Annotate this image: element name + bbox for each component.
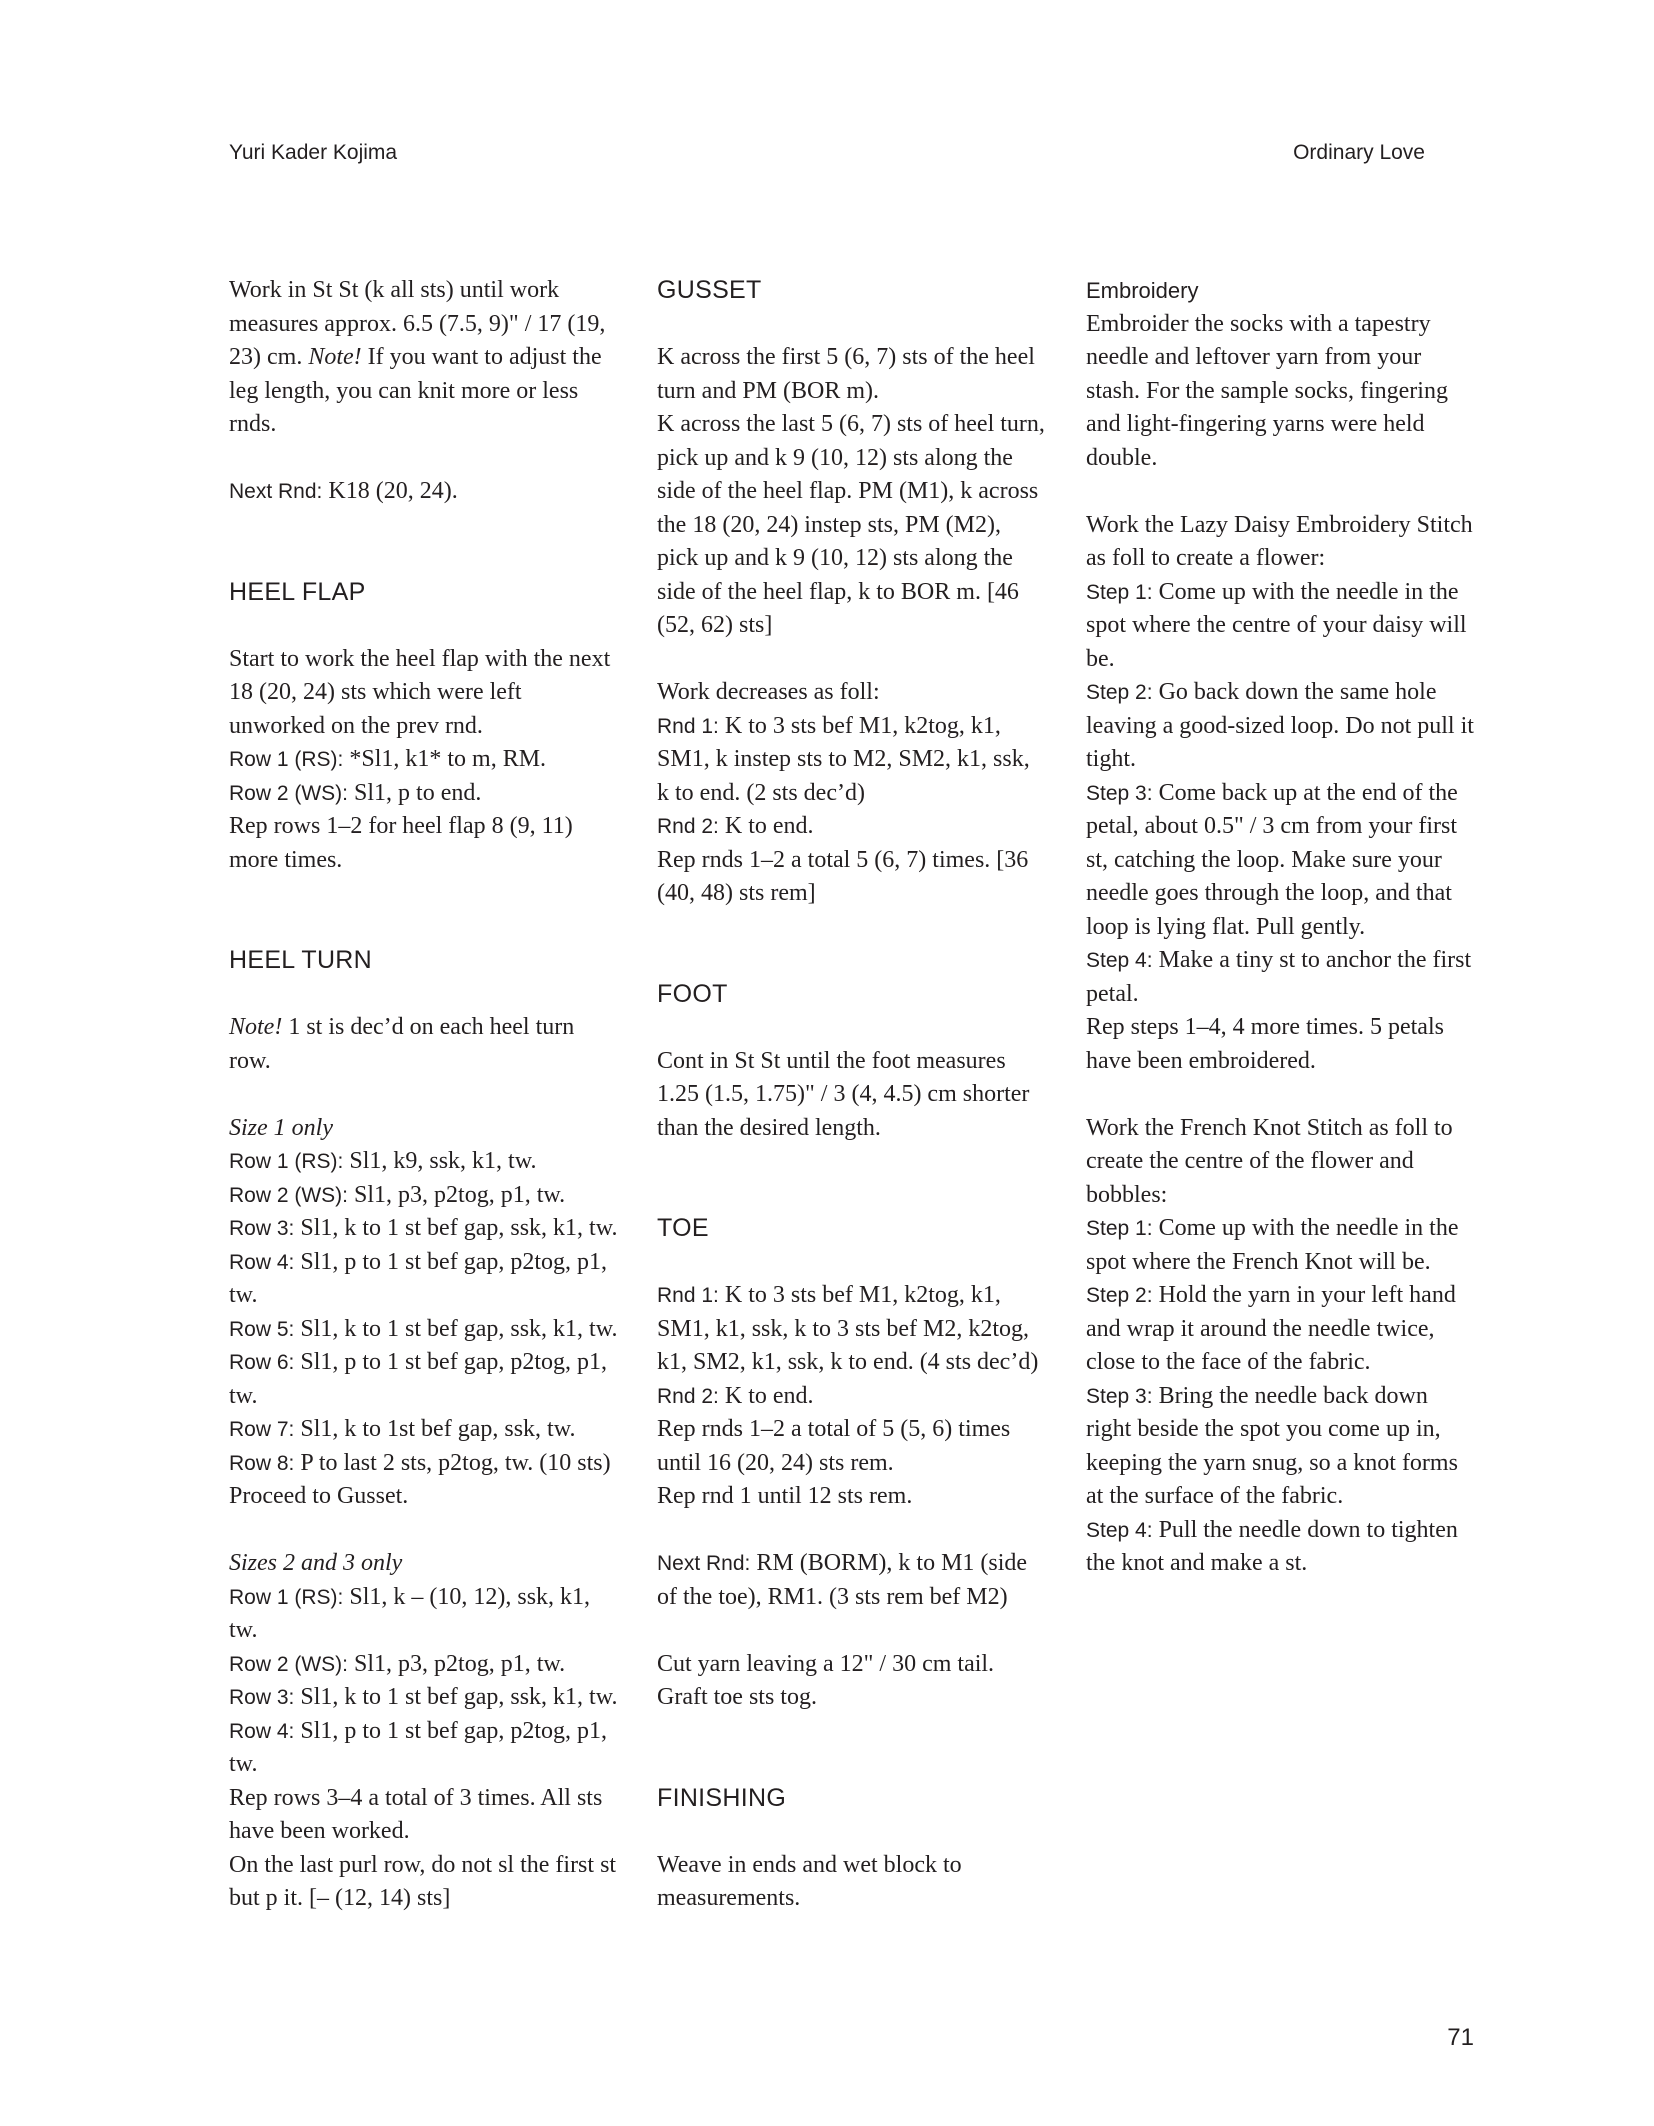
toe-rnd1: Rnd 1: K to 3 sts bef M1, k2tog, k1, SM1, k1, ssk, k to 3 sts bef M2, k2tog, k1, SM2, k1, ssk, k to end. (4 sts dec’d)	[657, 1282, 1039, 1375]
gusset-dec-intro: Work decreases as foll:	[657, 679, 880, 705]
lazy-daisy-intro: Work the Lazy Daisy Embroidery Stitch as foll to create a flower:	[1086, 511, 1473, 571]
heel-turn-note: Note! 1 st is dec’d on each heel turn row.	[229, 1014, 575, 1074]
heel-flap-row1: Row 1 (RS): *Sl1, k1* to m, RM.	[229, 746, 547, 772]
lazy-daisy-step4: Step 4: Make a tiny st to anchor the first petal.	[1086, 947, 1472, 1007]
toe-cut: Cut yarn leaving a 12" / 30 cm tail. Graft toe sts tog.	[657, 1650, 995, 1710]
size23-last: On the last purl row, do not sl the first st but p it. [– (12, 14) sts]	[229, 1851, 617, 1911]
gusset-heading: GUSSET	[657, 276, 762, 304]
lazy-daisy-step1: Step 1: Come up with the needle in the spot where the centre of your daisy will be.	[1086, 578, 1467, 672]
size1-row3: Row 3: Sl1, k to 1 st bef gap, ssk, k1, tw.	[229, 1215, 618, 1241]
french-knot-step3: Step 3: Bring the needle back down right beside the spot you come up in, keeping the yarn snug, so a knot forms at the surface of the fabric.	[1086, 1382, 1458, 1509]
toe-heading: TOE	[657, 1214, 709, 1242]
toe-rep1: Rep rnds 1–2 a total of 5 (5, 6) times until 16 (20, 24) sts rem.	[657, 1416, 1011, 1476]
finishing-text: Weave in ends and wet block to measurements.	[657, 1851, 962, 1911]
heel-flap-heading: HEEL FLAP	[229, 577, 366, 606]
size23-heading: Sizes 2 and 3 only	[229, 1550, 403, 1576]
size1-row7: Row 7: Sl1, k to 1st bef gap, ssk, tw.	[229, 1416, 576, 1442]
foot-heading: FOOT	[657, 979, 728, 1008]
gusset-p2: K across the last 5 (6, 7) sts of heel turn, pick up and k 9 (10, 12) sts along the side of the heel flap. PM (M1), k across the 18 (20, 24) instep sts, PM (M2), pick up and k 9 (10, 12) sts along the side of the heel flap, k to BOR m. [46 (52, 62) sts]	[657, 411, 1045, 638]
toe-rnd2: Rnd 2: K to end.	[657, 1382, 814, 1409]
size1-proceed: Proceed to Gusset.	[229, 1483, 409, 1509]
leg-intro: Work in St St (k all sts) until work measures approx. 6.5 (7.5, 9)" / 17 (19, 23) cm. Note! If you want to adjust the leg length, you can knit more or less rnds.	[229, 277, 606, 437]
gusset-rnd2: Rnd 2: K to end.	[657, 813, 814, 839]
size1-row1: Row 1 (RS): Sl1, k9, ssk, k1, tw.	[229, 1148, 537, 1174]
page-number: 71	[1447, 2024, 1474, 2051]
size1-heading: Size 1 only	[229, 1114, 333, 1141]
size23-row2: Row 2 (WS): Sl1, p3, p2tog, p1, tw.	[229, 1650, 566, 1677]
french-knot-step1: Step 1: Come up with the needle in the spot where the French Knot will be.	[1086, 1215, 1459, 1275]
size1-row2: Row 2 (WS): Sl1, p3, p2tog, p1, tw.	[229, 1181, 566, 1208]
french-knot-step4: Step 4: Pull the needle down to tighten the knot and make a st.	[1086, 1516, 1458, 1576]
foot-text: Cont in St St until the foot measures 1.25 (1.5, 1.75)" / 3 (4, 4.5) cm shorter than the desired length.	[657, 1047, 1030, 1141]
lazy-daisy-step3: Step 3: Come back up at the end of the petal, about 0.5" / 3 cm from your first st, catching the loop. Make sure your needle goes through the loop, and that loop is lying flat. Pull gently.	[1086, 779, 1458, 940]
heel-flap-row2: Row 2 (WS): Sl1, p to end.	[229, 779, 482, 806]
lazy-daisy-rep: Rep steps 1–4, 4 more times. 5 petals have been embroidered.	[1086, 1014, 1444, 1074]
heel-turn-heading: HEEL TURN	[229, 946, 373, 974]
column-3	[1086, 274, 1476, 1581]
size1-row4: Row 4: Sl1, p to 1 st bef gap, p2tog, p1, tw.	[229, 1248, 608, 1308]
column-2	[657, 274, 1047, 1916]
lazy-daisy-step2: Step 2: Go back down the same hole leaving a good-sized loop. Do not pull it tight.	[1086, 679, 1474, 772]
size1-row5: Row 5: Sl1, k to 1 st bef gap, ssk, k1, tw.	[229, 1315, 618, 1342]
size23-row4: Row 4: Sl1, p to 1 st bef gap, p2tog, p1, tw.	[229, 1717, 608, 1777]
header-author: Yuri Kader Kojima	[229, 141, 398, 164]
header-title: Ordinary Love	[1293, 141, 1425, 164]
finishing-heading: FINISHING	[657, 1783, 787, 1812]
embroidery-heading: Embroidery	[1086, 278, 1199, 303]
french-knot-step2: Step 2: Hold the yarn in your left hand and wrap it around the needle twice, close to the face of the fabric.	[1086, 1282, 1456, 1375]
next-rnd: Next Rnd: K18 (20, 24).	[229, 478, 458, 504]
column-1	[229, 274, 619, 1916]
gusset-rnd1: Rnd 1: K to 3 sts bef M1, k2tog, k1, SM1, k instep sts to M2, SM2, k1, ssk, k to end. (2 sts dec’d)	[657, 712, 1030, 806]
size23-row1: Row 1 (RS): Sl1, k – (10, 12), ssk, k1, tw.	[229, 1583, 591, 1643]
french-knot-intro: Work the French Knot Stitch as foll to create the centre of the flower and bobbles:	[1086, 1114, 1453, 1208]
toe-rep2: Rep rnd 1 until 12 sts rem.	[657, 1483, 913, 1509]
heel-flap-text: Start to work the heel flap with the next 18 (20, 24) sts which were left unworked on the prev rnd.	[229, 645, 611, 739]
gusset-rep: Rep rnds 1–2 a total 5 (6, 7) times. [36 (40, 48) sts rem]	[657, 846, 1029, 906]
size23-rep: Rep rows 3–4 a total of 3 times. All sts have been worked.	[229, 1784, 603, 1844]
page-header	[229, 141, 1425, 165]
heel-flap-rep: Rep rows 1–2 for heel flap 8 (9, 11) more times.	[229, 813, 573, 873]
size1-row6: Row 6: Sl1, p to 1 st bef gap, p2tog, p1, tw.	[229, 1349, 608, 1409]
gusset-p1: K across the first 5 (6, 7) sts of the heel turn and PM (BOR m).	[657, 344, 1035, 404]
size23-row3: Row 3: Sl1, k to 1 st bef gap, ssk, k1, tw.	[229, 1684, 618, 1710]
size1-row8: Row 8: P to last 2 sts, p2tog, tw. (10 sts)	[229, 1449, 611, 1476]
embroidery-intro: Embroider the socks with a tapestry needle and leftover yarn from your stash. For the sample socks, fingering and light-fingering yarns were held double.	[1086, 310, 1448, 471]
toe-next-rnd: Next Rnd: RM (BORM), k to M1 (side of the toe), RM1. (3 sts rem bef M2)	[657, 1550, 1028, 1610]
